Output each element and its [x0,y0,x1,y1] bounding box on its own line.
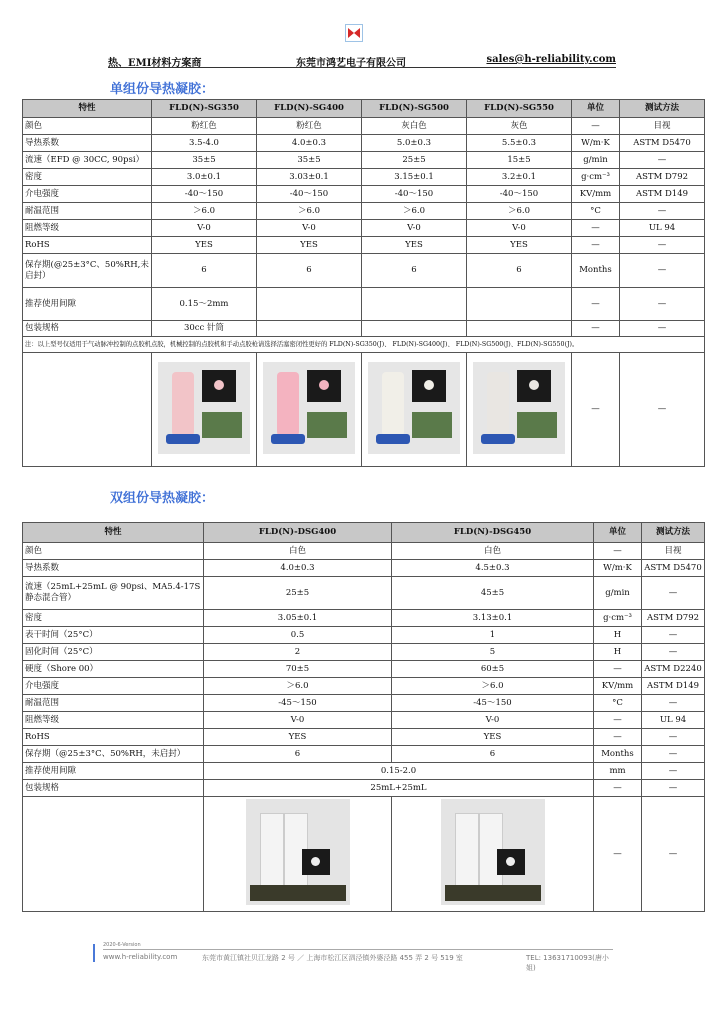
method-cell: UL 94 [620,220,705,237]
unit-cell: KV/mm [594,678,642,695]
value-cell: -45～150 [392,695,594,712]
unit-cell: — [594,780,642,797]
value-cell: 灰白色 [362,118,467,135]
table-row [23,118,705,135]
footer-address: 东莞市黄江镇社贝江龙路 2 号 ／ 上海市松江区泗泾镇外婆泾路 455 弄 2 号 519 室 [202,954,463,962]
value-cell: ＞6.0 [467,203,572,220]
value-cell: -45～150 [204,695,392,712]
value-cell: 70±5 [204,661,392,678]
gray-syringe-product-photo [473,362,565,454]
method-cell: — [620,152,705,169]
property-label: 阻燃等级 [23,220,152,237]
method-cell: — [620,288,705,321]
value-cell: 25±5 [362,152,467,169]
table-row [23,763,705,780]
property-label: 表干时间（25°C） [23,627,204,644]
unit-cell: — [572,288,620,321]
table-row [23,712,705,729]
table-header-row [23,523,705,543]
value-cell: 4.0±0.3 [204,560,392,577]
method-cell: 目视 [642,543,705,560]
empty-cell [23,797,204,912]
property-label: 颜色 [23,118,152,135]
unit-cell: — [594,543,642,560]
value-cell: -40～150 [152,186,257,203]
method-cell: — [620,237,705,254]
property-label: 密度 [23,169,152,186]
table-row [23,220,705,237]
value-cell: 1 [392,627,594,644]
value-cell: ＞6.0 [362,203,467,220]
pink-syringe-product-photo [263,362,355,454]
value-cell: 35±5 [152,152,257,169]
value-cell: 5.0±0.3 [362,135,467,152]
product-photo-cell [467,353,572,467]
header-cell: 单位 [594,523,642,543]
pink-syringe-product-photo [158,362,250,454]
header-cell: 单位 [572,100,620,118]
table-row [23,610,705,627]
method-cell: ASTM D2240 [642,661,705,678]
value-cell: V-0 [467,220,572,237]
value-cell: 35±5 [257,152,362,169]
value-cell: V-0 [204,712,392,729]
unit-cell: W/m·K [572,135,620,152]
unit-cell: W/m·K [594,560,642,577]
unit-cell: Months [594,746,642,763]
table-row [23,135,705,152]
property-label: 介电强度 [23,678,204,695]
gap-label: 推荐使用间隙 [23,288,152,321]
unit-cell: H [594,644,642,661]
table-note: 注：以上型号仅适用于气动脉冲控制的点胶机点胶，机械控制的点胶机和手动点胶枪请选择活塞密闭性更好的 FLD(N)-SG350(J)、 FLD(N)-SG400(J)、 FLD(N)-SG500(J)、FLD(N)-SG550(J)。 [23,337,705,353]
header-cell: FLD(N)-SG550 [467,100,572,118]
property-label: RoHS [23,237,152,254]
property-label: 固化时间（25°C） [23,644,204,661]
single-component-gel-table [22,99,705,467]
value-cell: 白色 [204,543,392,560]
value-cell: 3.05±0.1 [204,610,392,627]
section2-title: 双组份导热凝胶： [110,491,215,506]
property-label: 密度 [23,610,204,627]
property-label: 介电强度 [23,186,152,203]
property-label: 推荐使用间隙 [23,763,204,780]
empty-cell [257,288,362,321]
header-cell: FLD(N)-DSG450 [392,523,594,543]
unit-cell: KV/mm [572,186,620,203]
company-logo-icon [345,24,363,42]
photo-row [23,353,705,467]
property-label: 保存期（@25±3°C、50%RH，未启封） [23,746,204,763]
empty-cell [257,321,362,337]
table-row [23,644,705,661]
table-header-row [23,100,705,118]
value-cell: 3.0±0.1 [152,169,257,186]
method-cell: ASTM D149 [642,678,705,695]
table-row [23,746,705,763]
value-cell: 45±5 [392,577,594,610]
property-label: 导热系数 [23,560,204,577]
table-row [23,729,705,746]
property-label: RoHS [23,729,204,746]
value-cell: -40～150 [257,186,362,203]
value-cell: 5.5±0.3 [467,135,572,152]
property-label: 阻燃等级 [23,712,204,729]
table-row [23,695,705,712]
footer-version: 2020-6-Version [103,942,141,948]
table-row [23,169,705,186]
method-cell: ASTM D5470 [642,560,705,577]
table-row [23,780,705,797]
value-cell: 粉红色 [152,118,257,135]
value-cell: 0.15-2.0 [204,763,594,780]
value-cell: -40～150 [467,186,572,203]
footer-phone: TEL: 13631710093(唐小姐) [526,954,609,972]
method-cell: — [642,780,705,797]
header-cell: FLD(N)-SG500 [362,100,467,118]
table-row [23,186,705,203]
header-cell: 测试方法 [642,523,705,543]
table-row [23,237,705,254]
table-row [23,321,705,337]
table-row [23,560,705,577]
value-cell: ＞6.0 [392,678,594,695]
value-cell: 6 [392,746,594,763]
header-email-link[interactable]: sales@h-reliability.com [486,54,616,65]
value-cell: YES [204,729,392,746]
method-cell: — [642,695,705,712]
photo-row [23,797,705,912]
section1-title: 单组份导热凝胶： [110,82,215,97]
method-cell: — [642,797,705,912]
footer-website-link[interactable]: www.h-reliability.com [103,953,178,961]
property-label: 流速（25mL+25mL @ 90psi、MA5.4-17S 静态混合管） [23,577,204,610]
method-cell: — [642,627,705,644]
property-label: 导热系数 [23,135,152,152]
header-cell: FLD(N)-SG350 [152,100,257,118]
value-cell: ＞6.0 [152,203,257,220]
value-cell: 3.15±0.1 [362,169,467,186]
unit-cell: g/min [594,577,642,610]
header-cell: 测试方法 [620,100,705,118]
header-cell: 特性 [23,523,204,543]
property-label: 保存期(@25±3°C、50%RH,未启封） [23,254,152,288]
value-cell: 25mL+25mL [204,780,594,797]
value-cell: 4.5±0.3 [392,560,594,577]
empty-cell [362,288,467,321]
method-cell: — [620,254,705,288]
table-row [23,288,705,321]
value-cell: YES [467,237,572,254]
table-row [23,627,705,644]
value-cell: -40～150 [362,186,467,203]
property-label: 颜色 [23,543,204,560]
table-row [23,577,705,610]
property-label: 耐温范围 [23,203,152,220]
value-cell: 6 [204,746,392,763]
header-divider [108,67,616,68]
product-photo-cell [362,353,467,467]
unit-cell: °C [594,695,642,712]
page-header [108,54,616,68]
method-cell: — [620,203,705,220]
header-company-name: 东莞市鸿艺电子有限公司 [296,58,406,69]
footer-accent-bar [93,944,95,962]
value-cell: YES [152,237,257,254]
value-cell: 6 [467,254,572,288]
table-row [23,543,705,560]
value-cell: 5 [392,644,594,661]
unit-cell: — [572,321,620,337]
value-cell: ＞6.0 [204,678,392,695]
product-photo-cell [392,797,594,912]
value-cell: 6 [257,254,362,288]
off-white-syringe-product-photo [368,362,460,454]
value-cell: V-0 [392,712,594,729]
property-label: 包装规格 [23,780,204,797]
method-cell: — [642,763,705,780]
header-tagline: 热、EMI材料方案商 [108,58,202,69]
unit-cell: g·cm⁻³ [594,610,642,627]
value-cell: V-0 [152,220,257,237]
empty-cell [467,321,572,337]
empty-cell [362,321,467,337]
method-cell: 目视 [620,118,705,135]
header-cell: FLD(N)-SG400 [257,100,362,118]
value-cell: ＞6.0 [257,203,362,220]
value-cell: 白色 [392,543,594,560]
value-cell: 4.0±0.3 [257,135,362,152]
gap-value: 0.15～2mm [152,288,257,321]
table-row [23,678,705,695]
value-cell: 6 [362,254,467,288]
value-cell: 3.5-4.0 [152,135,257,152]
property-label: 硬度（Shore 00） [23,661,204,678]
unit-cell: g/min [572,152,620,169]
value-cell: V-0 [257,220,362,237]
method-cell: ASTM D149 [620,186,705,203]
header-cell: FLD(N)-DSG400 [204,523,392,543]
method-cell: — [642,729,705,746]
method-cell: — [642,577,705,610]
unit-cell: H [594,627,642,644]
value-cell: YES [362,237,467,254]
value-cell: 60±5 [392,661,594,678]
unit-cell: — [572,118,620,135]
value-cell: 灰色 [467,118,572,135]
product-photo-cell [152,353,257,467]
property-label: 流速（EFD @ 30CC, 90psi） [23,152,152,169]
value-cell: 3.13±0.1 [392,610,594,627]
property-label: 耐温范围 [23,695,204,712]
method-cell: ASTM D5470 [620,135,705,152]
value-cell: 粉红色 [257,118,362,135]
value-cell: 6 [152,254,257,288]
dual-cartridge-product-photo [441,799,545,905]
table-row [23,152,705,169]
packaging-label: 包装规格 [23,321,152,337]
value-cell: 2 [204,644,392,661]
unit-cell: — [594,797,642,912]
packaging-value: 30cc 针筒 [152,321,257,337]
product-photo-cell [257,353,362,467]
value-cell: YES [257,237,362,254]
value-cell: 3.2±0.1 [467,169,572,186]
unit-cell: — [572,220,620,237]
table-note-row [23,337,705,353]
dual-cartridge-product-photo [246,799,350,905]
method-cell: — [642,644,705,661]
empty-cell [23,353,152,467]
unit-cell: — [572,353,620,467]
value-cell: YES [392,729,594,746]
footer-divider [103,949,613,950]
value-cell: 3.03±0.1 [257,169,362,186]
two-component-gel-table [22,522,705,912]
method-cell: — [620,321,705,337]
method-cell: ASTM D792 [620,169,705,186]
empty-cell [467,288,572,321]
method-cell: ASTM D792 [642,610,705,627]
unit-cell: °C [572,203,620,220]
unit-cell: — [572,237,620,254]
product-photo-cell [204,797,392,912]
unit-cell: g·cm⁻³ [572,169,620,186]
value-cell: 15±5 [467,152,572,169]
method-cell: — [642,746,705,763]
value-cell: 25±5 [204,577,392,610]
table-row [23,203,705,220]
header-cell: 特性 [23,100,152,118]
method-cell: UL 94 [642,712,705,729]
unit-cell: mm [594,763,642,780]
value-cell: 0.5 [204,627,392,644]
table-row [23,661,705,678]
method-cell: — [620,353,705,467]
unit-cell: Months [572,254,620,288]
unit-cell: — [594,729,642,746]
value-cell: V-0 [362,220,467,237]
unit-cell: — [594,661,642,678]
table-row [23,254,705,288]
unit-cell: — [594,712,642,729]
